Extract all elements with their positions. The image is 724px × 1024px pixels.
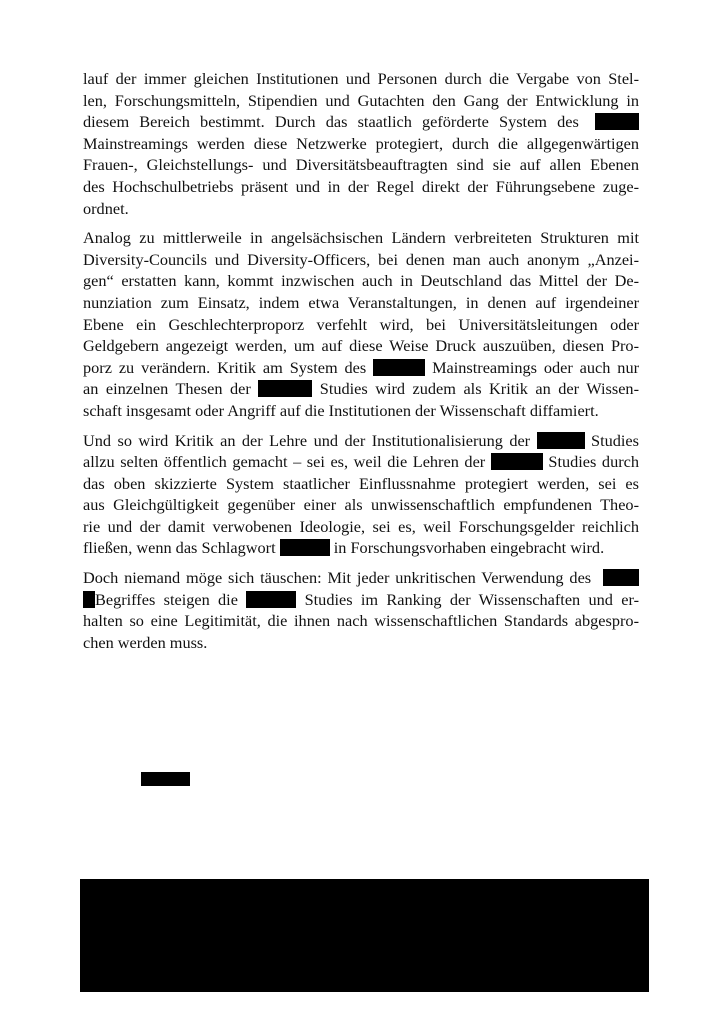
redaction-bar [246,591,296,608]
text-segment: Studies im Ranking der Wissenschaften und er- [304,589,639,609]
text-line [83,537,639,559]
redaction-bar [603,569,639,586]
text-segment: in Forschungsvorhaben eingebracht wird. [333,538,605,558]
text-line: ordnet. [83,198,129,218]
text-segment: fließen, wenn das Schlagwort [83,538,276,558]
text-line [83,451,639,473]
text-segment: porz zu verändern. Kritik am System des [83,357,367,377]
text-line [83,111,639,133]
text-segment: Studies durch [548,452,640,472]
text-line: halten so eine Legitimität, die ihnen nach wissenschaftlichen Standards abgespro- [83,611,639,631]
text-segment: diesem Bereich bestimmt. Durch das staatlich geförderte System des [83,112,579,132]
redaction-bar [258,380,312,397]
text-line: rie und der damit verwobenen Ideologie, sei es, weil Forschungsgelder reichlich [83,516,639,536]
paragraph [83,68,639,219]
text-line: nunziation zum Einsatz, indem etwa Veranstaltungen, in denen auf irgendeiner [83,292,639,312]
text-line: Mainstreamings werden diese Netzwerke protegiert, durch die allgegenwärtigen [83,133,639,153]
text-segment: Studies wird zudem als Kritik an der Wissen- [319,379,639,399]
paragraph [83,227,639,421]
text-line: Analog zu mittlerweile in angelsächsischen Ländern verbreiteten Strukturen mit [83,228,639,248]
redaction-bar [280,539,330,556]
paragraph [83,430,639,560]
text-line: Geldgebern angezeigt werden, um auf diese Weise Druck auszuüben, diesen Pro- [83,336,639,356]
redaction-bar [491,453,543,470]
redaction-bar [373,359,425,376]
paragraph [83,567,639,653]
text-segment: an einzelnen Thesen der [83,379,251,399]
text-line [83,567,639,589]
text-line: len, Forschungsmitteln, Stipendien und Gutachten den Gang der Entwicklung in [83,90,639,110]
redaction-bar [141,772,190,786]
text-line: des Hochschulbetriebs präsent und in der Regel direkt der Führungsebene zuge- [83,176,639,196]
text-line: das oben skizzierte System staatlicher Einflussnahme protegiert werden, sei es [83,473,639,493]
text-segment: Und so wird Kritik an der Lehre und der Institutionalisierung der [83,430,531,450]
text-line: Ebene ein Geschlechterproporz verfehlt wird, bei Universitätsleitungen oder [83,314,639,334]
document-body [83,68,639,653]
redaction-bar [83,591,95,608]
text-segment: Doch niemand möge sich täuschen: Mit jeder unkritischen Verwendung des [83,568,592,588]
redaction-block [80,879,649,992]
text-line: Diversity-Councils und Diversity-Officers, bei denen man auch anonym „Anzei- [83,249,639,269]
text-segment: allzu selten öffentlich gemacht – sei es, weil die Lehren der [83,452,486,472]
text-line: lauf der immer gleichen Institutionen und Personen durch die Vergabe von Stel- [83,69,639,88]
text-segment: Begriffes steigen die [95,589,238,609]
text-line [83,430,639,452]
text-line: aus Gleichgültigkeit gegenüber einer als unwissenschaftlich empfundenen Theo- [83,495,639,515]
text-segment: Studies [591,430,639,450]
text-line [83,378,639,400]
text-line: schaft insgesamt oder Angriff auf die Institutionen der Wissenschaft diffamiert. [83,400,599,420]
text-line: Frauen-, Gleichstellungs- und Diversitätsbeauftragten sind sie auf allen Ebenen [83,155,639,175]
redaction-bar [595,113,639,130]
text-line: chen werden muss. [83,632,208,652]
text-line: gen“ erstatten kann, kommt inzwischen auch in Deutschland das Mittel der De- [83,271,639,291]
redaction-bar [537,432,585,449]
text-line [83,357,639,379]
text-segment: Mainstreamings oder auch nur [432,357,640,377]
text-line [83,589,639,611]
